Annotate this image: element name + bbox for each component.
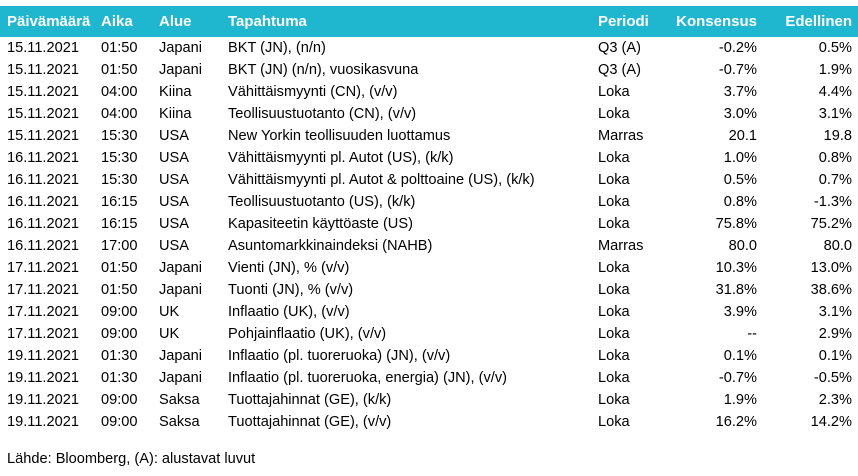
cell-period: Loka	[598, 304, 630, 320]
cell-date: 15.11.2021	[7, 106, 79, 122]
cell-previous: 0.7%	[818, 172, 852, 188]
cell-event: Inflaatio (UK), (v/v)	[228, 304, 350, 320]
cell-event: Vähittäismyynti (CN), (v/v)	[228, 84, 398, 100]
cell-event: Vienti (JN), % (v/v)	[228, 260, 350, 276]
cell-time: 16:15	[101, 194, 138, 210]
table-header	[0, 6, 858, 37]
cell-time: 09:00	[101, 414, 138, 430]
cell-date: 15.11.2021	[7, 84, 79, 100]
cell-event: Teollisuustuotanto (CN), (v/v)	[228, 106, 417, 122]
cell-period: Loka	[598, 348, 630, 364]
cell-consensus: 20.1	[728, 128, 757, 144]
cell-time: 01:50	[101, 260, 138, 276]
cell-event: Inflaatio (pl. tuoreruoka) (JN), (v/v)	[228, 348, 451, 364]
cell-period: Loka	[598, 260, 630, 276]
cell-previous: 80.0	[823, 238, 852, 254]
cell-event: Vähittäismyynti pl. Autot (US), (k/k)	[228, 150, 454, 166]
cell-region: Japani	[159, 282, 203, 298]
cell-previous: 14.2%	[810, 414, 852, 430]
cell-consensus: 16.2%	[715, 414, 757, 430]
table-row	[0, 103, 858, 125]
header-consensus: Konsensus	[676, 13, 757, 30]
cell-consensus: 0.1%	[723, 348, 757, 364]
cell-time: 09:00	[101, 326, 138, 342]
cell-date: 16.11.2021	[7, 238, 79, 254]
cell-period: Loka	[598, 106, 630, 122]
cell-date: 16.11.2021	[7, 172, 79, 188]
cell-time: 04:00	[101, 106, 138, 122]
cell-previous: 38.6%	[810, 282, 852, 298]
header-time: Aika	[101, 13, 133, 30]
table-row	[0, 279, 858, 301]
cell-date: 16.11.2021	[7, 216, 79, 232]
cell-date: 15.11.2021	[7, 40, 79, 56]
cell-period: Loka	[598, 84, 630, 100]
table-row	[0, 147, 858, 169]
cell-previous: 0.1%	[818, 348, 852, 364]
cell-region: Saksa	[159, 414, 200, 430]
cell-period: Loka	[598, 172, 630, 188]
cell-date: 15.11.2021	[7, 62, 79, 78]
cell-region: Japani	[159, 348, 203, 364]
source-note: Lähde: Bloomberg, (A): alustavat luvut	[7, 451, 256, 467]
table-row	[0, 411, 858, 433]
cell-previous: 2.9%	[818, 326, 852, 342]
cell-date: 17.11.2021	[7, 326, 79, 342]
cell-event: Pohjainflaatio (UK), (v/v)	[228, 326, 387, 342]
cell-previous: 4.4%	[818, 84, 852, 100]
cell-time: 09:00	[101, 392, 138, 408]
cell-time: 01:50	[101, 62, 138, 78]
cell-consensus: 10.3%	[715, 260, 757, 276]
table-row	[0, 125, 858, 147]
cell-time: 04:00	[101, 84, 138, 100]
cell-time: 15:30	[101, 150, 138, 166]
cell-previous: 3.1%	[818, 304, 852, 320]
cell-period: Loka	[598, 282, 630, 298]
cell-region: USA	[159, 238, 190, 254]
table-row	[0, 59, 858, 81]
cell-region: Kiina	[159, 106, 192, 122]
header-date: Päivämäärä	[7, 13, 91, 30]
cell-period: Loka	[598, 414, 630, 430]
cell-date: 19.11.2021	[7, 370, 79, 386]
cell-previous: 19.8	[823, 128, 852, 144]
cell-date: 19.11.2021	[7, 414, 79, 430]
cell-consensus: 0.8%	[723, 194, 757, 210]
cell-previous: 0.5%	[818, 40, 852, 56]
cell-period: Loka	[598, 194, 630, 210]
cell-date: 16.11.2021	[7, 194, 79, 210]
table-row	[0, 213, 858, 235]
cell-period: Loka	[598, 392, 630, 408]
cell-region: USA	[159, 150, 190, 166]
header-previous: Edellinen	[785, 13, 852, 30]
cell-date: 16.11.2021	[7, 150, 79, 166]
table-row	[0, 301, 858, 323]
cell-time: 15:30	[101, 128, 138, 144]
cell-event: BKT (JN), (n/n)	[228, 40, 326, 56]
table-row	[0, 169, 858, 191]
table-row	[0, 257, 858, 279]
cell-event: Tuottajahinnat (GE), (k/k)	[228, 392, 392, 408]
cell-previous: 2.3%	[818, 392, 852, 408]
cell-consensus: 3.9%	[723, 304, 757, 320]
cell-event: Tuottajahinnat (GE), (v/v)	[228, 414, 392, 430]
cell-time: 01:30	[101, 348, 138, 364]
cell-region: USA	[159, 128, 190, 144]
cell-event: Asuntomarkkinaindeksi (NAHB)	[228, 238, 433, 254]
cell-period: Loka	[598, 326, 630, 342]
cell-period: Marras	[598, 128, 644, 144]
cell-consensus: --	[747, 326, 757, 342]
cell-event: Inflaatio (pl. tuoreruoka, energia) (JN), (v/v)	[228, 370, 508, 386]
cell-time: 15:30	[101, 172, 138, 188]
cell-previous: 1.9%	[818, 62, 852, 78]
cell-consensus: 31.8%	[715, 282, 757, 298]
table-row	[0, 323, 858, 345]
cell-consensus: -0.2%	[718, 40, 757, 56]
cell-time: 01:50	[101, 40, 138, 56]
cell-region: USA	[159, 172, 190, 188]
cell-region: Japani	[159, 40, 203, 56]
cell-previous: 13.0%	[810, 260, 852, 276]
cell-period: Marras	[598, 238, 644, 254]
cell-time: 17:00	[101, 238, 138, 254]
table-row	[0, 191, 858, 213]
cell-time: 01:30	[101, 370, 138, 386]
cell-period: Loka	[598, 216, 630, 232]
cell-consensus: 3.7%	[723, 84, 757, 100]
economic-calendar-table	[0, 6, 858, 433]
cell-previous: -1.3%	[813, 194, 852, 210]
cell-consensus: 1.0%	[723, 150, 757, 166]
cell-previous: 0.8%	[818, 150, 852, 166]
cell-region: Kiina	[159, 84, 192, 100]
cell-consensus: 3.0%	[723, 106, 757, 122]
cell-consensus: -0.7%	[718, 62, 757, 78]
table-row	[0, 389, 858, 411]
header-period: Periodi	[598, 13, 649, 30]
cell-date: 15.11.2021	[7, 128, 79, 144]
cell-event: Tuonti (JN), % (v/v)	[228, 282, 354, 298]
table-body	[0, 37, 858, 433]
cell-date: 19.11.2021	[7, 392, 79, 408]
cell-time: 16:15	[101, 216, 138, 232]
cell-period: Loka	[598, 370, 630, 386]
table-row	[0, 37, 858, 59]
cell-previous: 75.2%	[810, 216, 852, 232]
cell-region: Japani	[159, 370, 203, 386]
cell-consensus: 1.9%	[723, 392, 757, 408]
cell-region: USA	[159, 216, 190, 232]
table-row	[0, 367, 858, 389]
cell-previous: 3.1%	[818, 106, 852, 122]
cell-date: 19.11.2021	[7, 348, 79, 364]
cell-consensus: 0.5%	[723, 172, 757, 188]
cell-region: Saksa	[159, 392, 200, 408]
cell-event: New Yorkin teollisuuden luottamus	[228, 128, 451, 144]
header-region: Alue	[159, 13, 192, 30]
cell-date: 17.11.2021	[7, 282, 79, 298]
table-row	[0, 81, 858, 103]
cell-region: USA	[159, 194, 190, 210]
cell-consensus: 80.0	[728, 238, 757, 254]
cell-time: 09:00	[101, 304, 138, 320]
cell-previous: -0.5%	[813, 370, 852, 386]
cell-period: Q3 (A)	[598, 40, 641, 56]
cell-event: Teollisuustuotanto (US), (k/k)	[228, 194, 416, 210]
cell-consensus: 75.8%	[715, 216, 757, 232]
cell-region: UK	[159, 326, 180, 342]
cell-period: Loka	[598, 150, 630, 166]
cell-event: Vähittäismyynti pl. Autot & polttoaine (US), (k/k)	[228, 172, 535, 188]
cell-time: 01:50	[101, 282, 138, 298]
header-event: Tapahtuma	[228, 13, 307, 30]
cell-event: BKT (JN) (n/n), vuosikasvuna	[228, 62, 419, 78]
cell-region: Japani	[159, 260, 203, 276]
cell-region: Japani	[159, 62, 203, 78]
cell-date: 17.11.2021	[7, 304, 79, 320]
cell-region: UK	[159, 304, 180, 320]
cell-event: Kapasiteetin käyttöaste (US)	[228, 216, 413, 232]
table-row	[0, 345, 858, 367]
cell-period: Q3 (A)	[598, 62, 641, 78]
cell-date: 17.11.2021	[7, 260, 79, 276]
table-row	[0, 235, 858, 257]
cell-consensus: -0.7%	[718, 370, 757, 386]
